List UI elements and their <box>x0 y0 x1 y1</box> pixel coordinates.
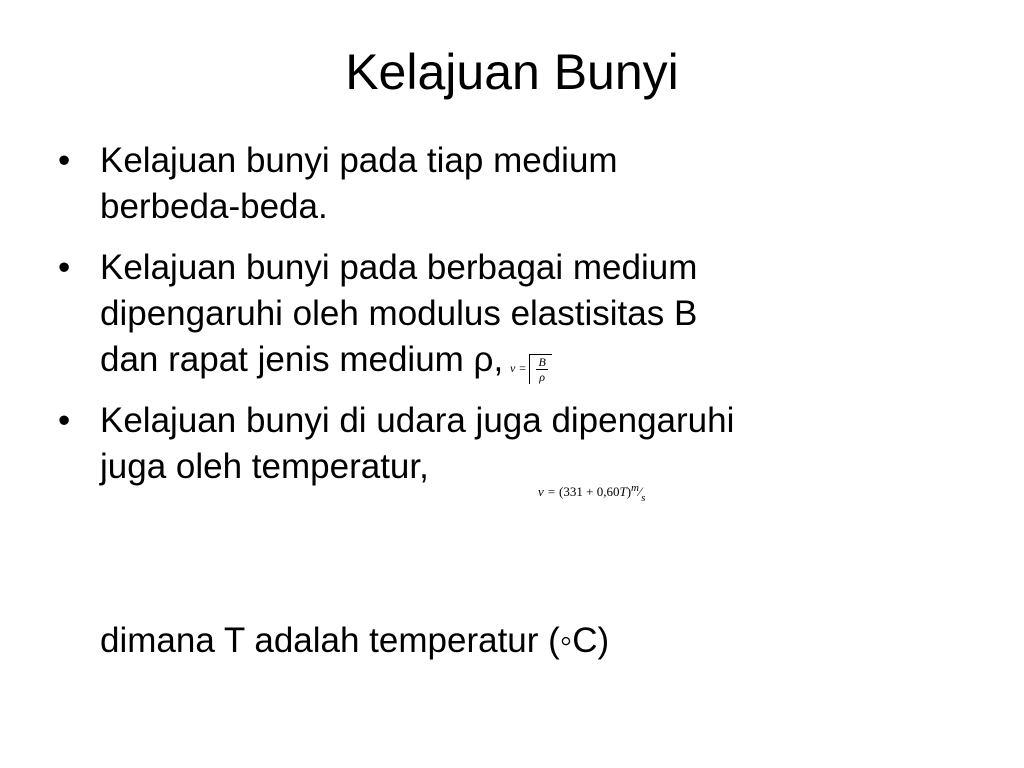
bullet-3-line-1: Kelajuan bunyi di udara juga dipengaruhi <box>100 401 735 440</box>
formula-lhs: v = <box>510 360 527 375</box>
unit-second: s <box>641 492 646 504</box>
bullet-list <box>58 138 958 505</box>
bullet-1-line-2: berbeda-beda. <box>100 187 328 226</box>
bullet-3-line-2: juga oleh temperatur, <box>100 447 429 486</box>
formula-body: (331 + 0,60 <box>559 484 620 499</box>
air-speed-formula <box>538 482 646 504</box>
bullet-1-line-1: Kelajuan bunyi pada tiap medium <box>100 141 618 180</box>
bullet-item-3 <box>58 398 958 490</box>
numerator: B <box>538 355 546 369</box>
bullet-marker: • <box>58 141 71 180</box>
bullet-2-line-3: dan rapat jenis medium ρ, <box>100 340 504 379</box>
unit-separator: ⁄ <box>639 484 642 499</box>
bullet-item-1 <box>58 138 958 230</box>
square-root <box>529 354 551 384</box>
bullet-marker: • <box>58 248 71 287</box>
bullet-2-line-2: dipengaruhi oleh modulus elastisitas B <box>100 294 698 333</box>
unit-meter: m <box>631 482 639 494</box>
bullet-2-line-1: Kelajuan bunyi pada berbagai medium <box>100 248 698 287</box>
temperature-note: dimana T adalah temperatur (◦C) <box>100 621 610 660</box>
sound-speed-formula <box>510 354 552 384</box>
formula-lhs: v = <box>538 484 556 499</box>
denominator: ρ <box>539 370 545 384</box>
temperature-variable: T <box>619 484 627 499</box>
bullet-item-2 <box>58 245 958 383</box>
fraction <box>536 355 547 384</box>
formula-close: ) <box>626 484 632 499</box>
bullet-marker: • <box>58 401 71 440</box>
slide-title: Kelajuan Bunyi <box>345 44 679 100</box>
